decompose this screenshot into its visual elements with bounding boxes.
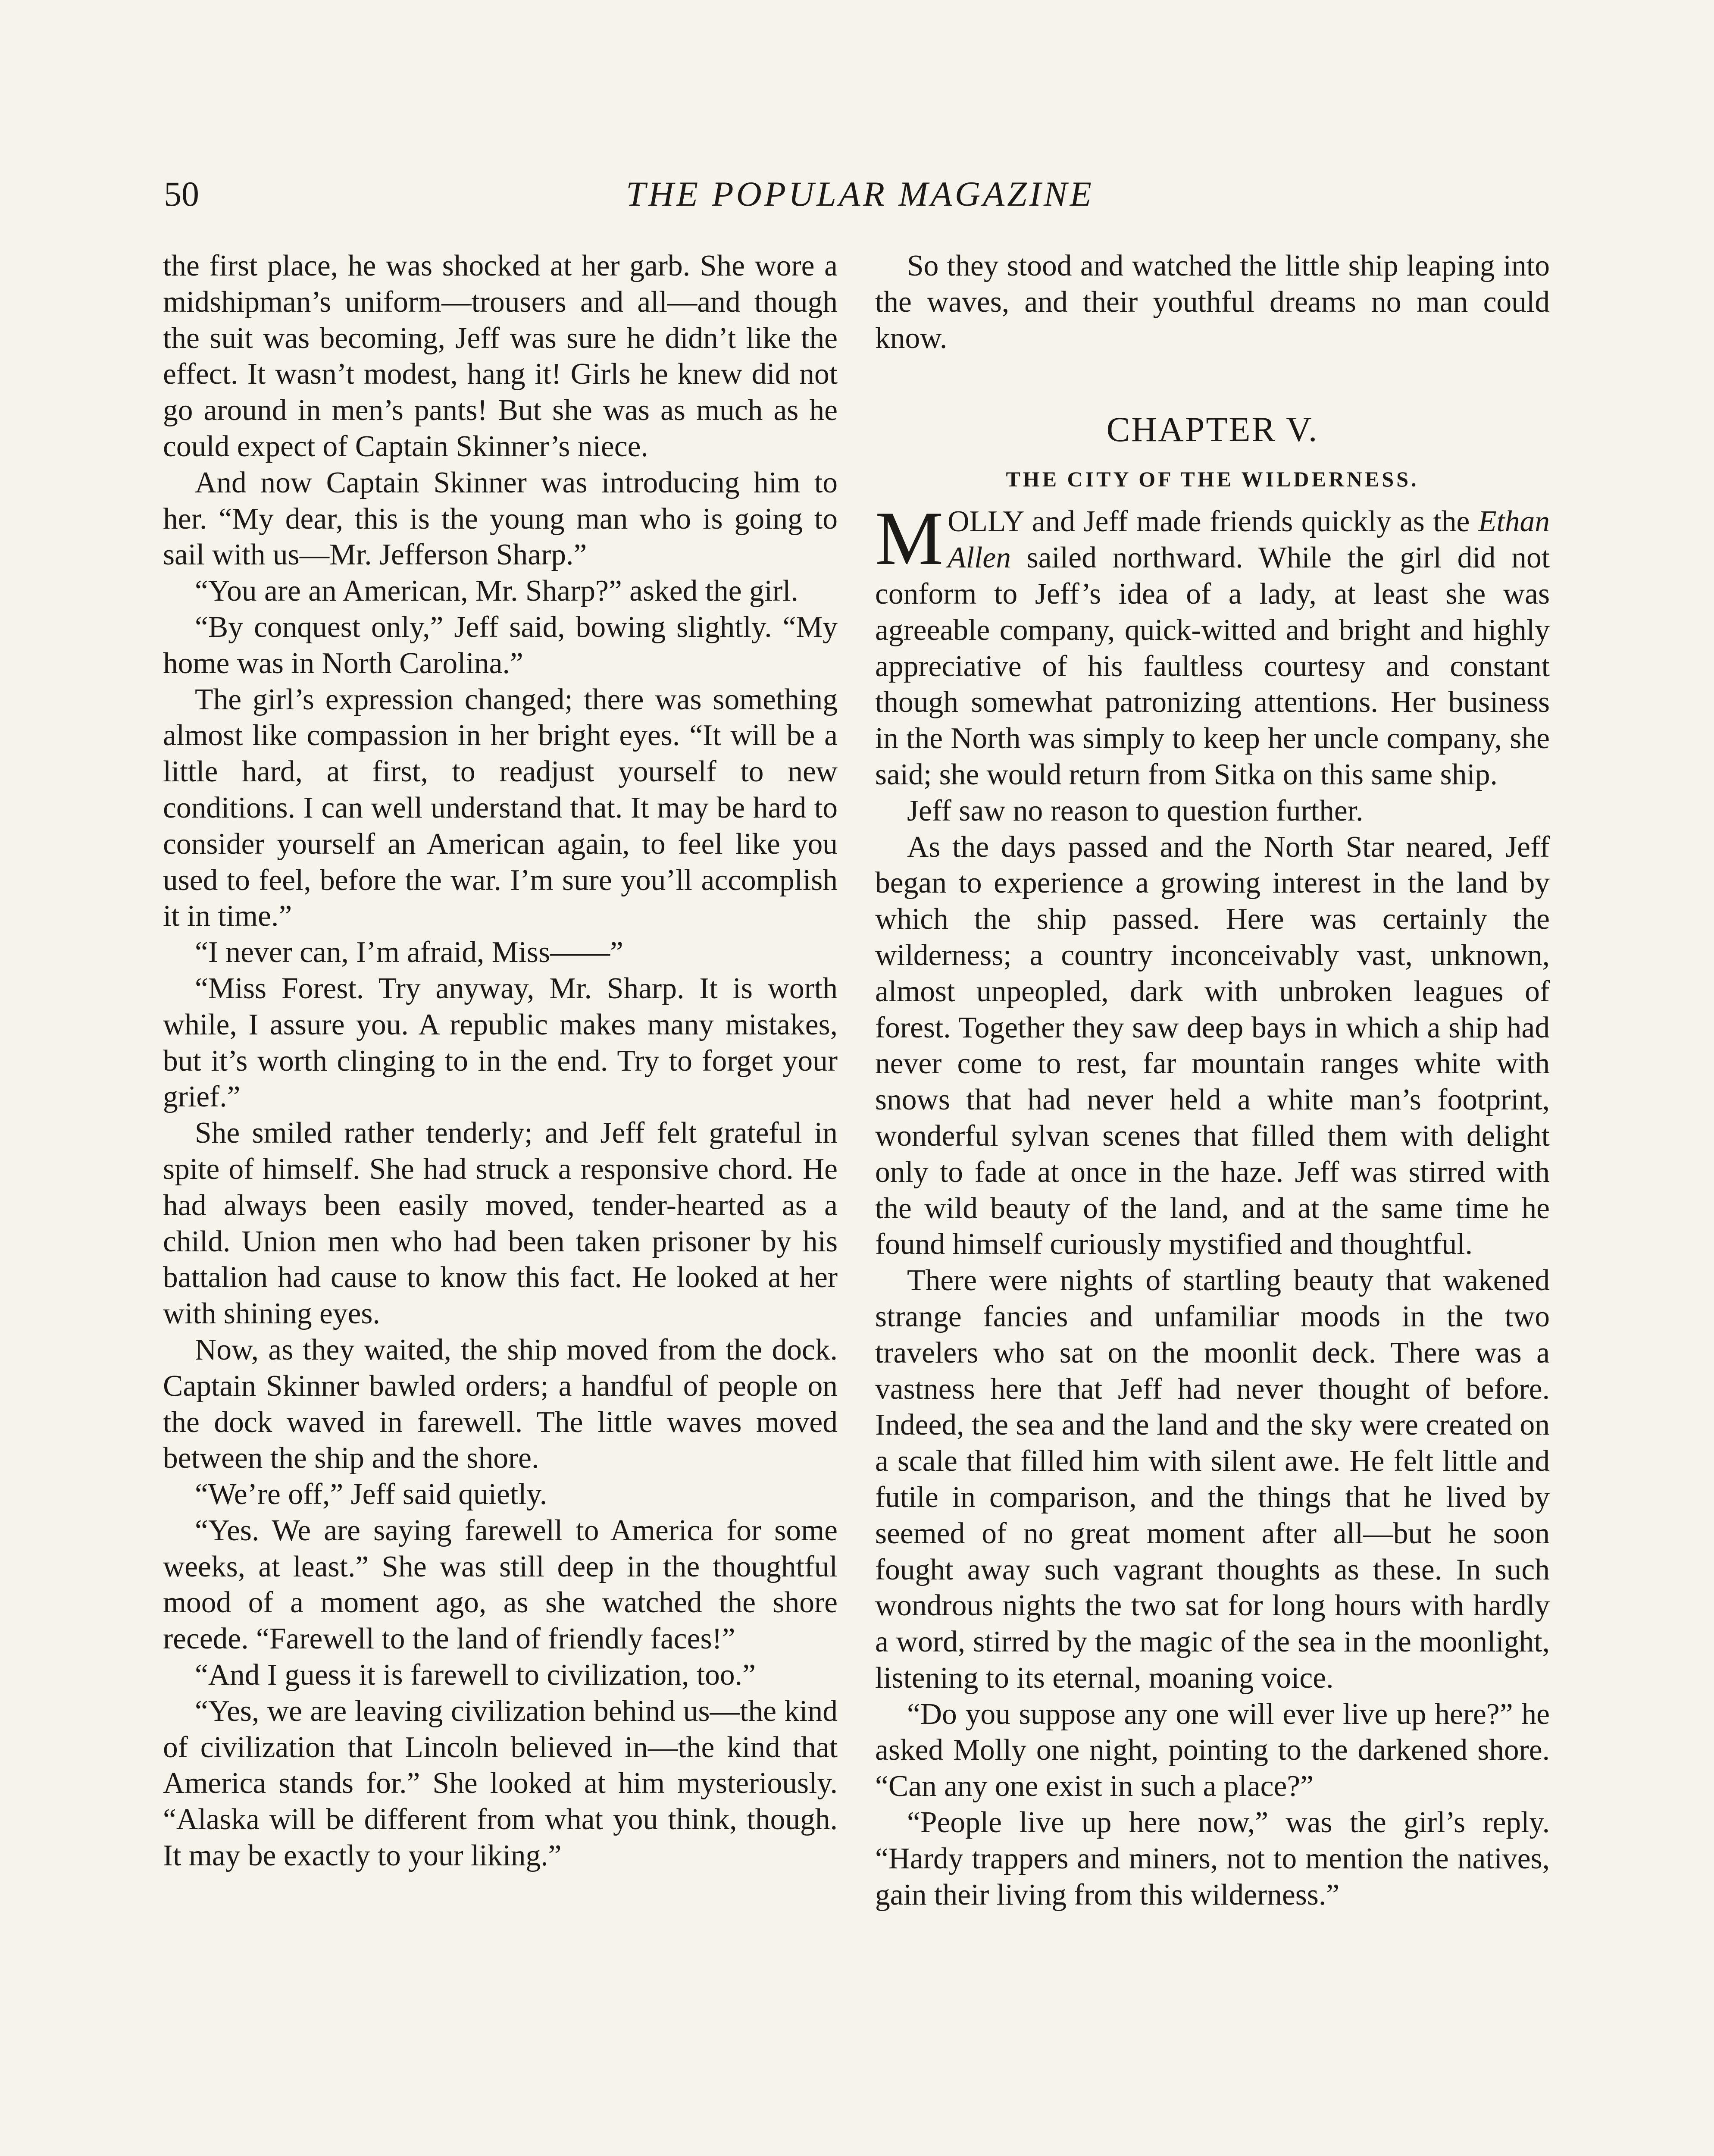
chapter-subtitle: THE CITY OF THE WILDERNESS.: [1006, 467, 1419, 492]
opening-text-continued: sailed northward. While the girl did not conform to Jeff’s idea of a lady, at least she was agreeable company, quick-witted and bright and highly appreciative of his faultless courtesy and constant though somewhat patronizing attentions. Her business in the North was simply to keep her uncle company, she said; she would return from Sitka on this same ship.: [875, 541, 1550, 791]
paragraph: “And I guess it is farewell to civilization, too.”: [195, 1658, 756, 1692]
paragraph: And now Captain Skinner was introducing him to her. “My dear, this is the young man who is going to sail with us—Mr. Jefferson Sharp.”: [163, 466, 838, 572]
paragraph: Jeff saw no reason to question further.: [907, 794, 1364, 827]
right-column: [875, 248, 1550, 1913]
ship-name: Ethan Allen: [948, 505, 1550, 575]
paragraph: “Yes, we are leaving civilization behind us—the kind of civilization that Lincoln believed in—the kind that America stands for.” She looked at him mysteriously. “Alaska will be different from what you think, though. It may be exactly to your liking.”: [163, 1694, 838, 1873]
paragraph: “We’re off,” Jeff said quietly.: [195, 1478, 547, 1511]
opening-text: OLLY and Jeff made friends quickly as the: [948, 505, 1478, 539]
left-column: [163, 248, 838, 1874]
paragraph: As the days passed and the North Star neared, Jeff began to experience a growing interest in the land by which the ship passed. Here was certainly the wilderness; a country inconceivably vast, unknown, almost unpeopled, dark with unbroken leagues of forest. Together they saw deep bays in which a ship had never come to rest, far mountain ranges white with snows that had never held a white man’s footprint, wonderful sylvan scenes that filled them with delight only to fade at once in the haze. Jeff was stirred with the wild beauty of the land, and at the same time he found himself curiously mystified and thoughtful.: [875, 830, 1550, 1261]
paragraph: The girl’s expression changed; there was something almost like compassion in her bright eyes. “It will be a little hard, at first, to readjust yourself to new conditions. I can well understand that. It may be hard to consider yourself an American again, to feel like you used to feel, before the war. I’m sure you’ll accomplish it in time.”: [163, 683, 838, 933]
paragraph: “Miss Forest. Try anyway, Mr. Sharp. It is worth while, I assure you. A republic makes many mistakes, but it’s worth clinging to in the end. Try to forget your grief.”: [163, 971, 838, 1114]
chapter-title: CHAPTER V.: [1106, 410, 1319, 449]
paragraph: There were nights of startling beauty that wakened strange fancies and unfamiliar moods in the two travelers who sat on the moonlit deck. There was a vastness here that Jeff had never thought of before. Indeed, the sea and the land and the sky were created on a scale that filled him with silent awe. He felt little and futile in comparison, and the things that he lived by seemed of no great moment after all—but he soon fought away such vagrant thoughts as these. In such wondrous nights the two sat for long hours with hardly a word, stirred by the magic of the sea in the moonlight, listening to its eternal, moaning voice.: [875, 1264, 1550, 1695]
paragraph: “By conquest only,” Jeff said, bowing slightly. “My home was in North Carolina.”: [163, 610, 838, 680]
page-number: 50: [164, 174, 199, 213]
paragraph: “Do you suppose any one will ever live up here?” he asked Molly one night, pointing to the darkened shore. “Can any one exist in such a place?”: [875, 1697, 1550, 1803]
paragraph: “Yes. We are saying farewell to America for some weeks, at least.” She was still deep in the thoughtful mood of a moment ago, as she watched the shore recede. “Farewell to the land of friendly faces!”: [163, 1514, 838, 1656]
paragraph: Now, as they waited, the ship moved from the dock. Captain Skinner bawled orders; a handful of people on the dock waved in farewell. The little waves moved between the ship and the shore.: [163, 1333, 838, 1475]
paragraph: the first place, he was shocked at her garb. She wore a midshipman’s uniform—trousers and all—and though the suit was becoming, Jeff was sure he didn’t like the effect. It wasn’t modest, hang it! Girls he knew did not go around in men’s pants! But she was as much as he could expect of Captain Skinner’s niece.: [163, 249, 838, 463]
paragraph: She smiled rather tenderly; and Jeff felt grateful in spite of himself. She had struck a responsive chord. He had always been easily moved, tender-hearted as a child. Union men who had been taken prisoner by his battalion had cause to know this fact. He looked at her with shining eyes.: [163, 1116, 838, 1331]
drop-cap: M: [875, 495, 944, 581]
running-title: THE POPULAR MAGAZINE: [626, 174, 1094, 213]
paragraph: “You are an American, Mr. Sharp?” asked the girl.: [195, 574, 798, 608]
page-header: [164, 170, 1556, 226]
paragraph: So they stood and watched the little ship leaping into the waves, and their youthful dreams no man could know.: [875, 249, 1550, 355]
paragraph: “People live up here now,” was the girl’s reply. “Hardy trappers and miners, not to mention the natives, gain their living from this wilderness.”: [875, 1806, 1550, 1912]
opening-paragraph: [875, 495, 1550, 793]
paragraph: “I never can, I’m afraid, Miss——”: [195, 936, 623, 969]
